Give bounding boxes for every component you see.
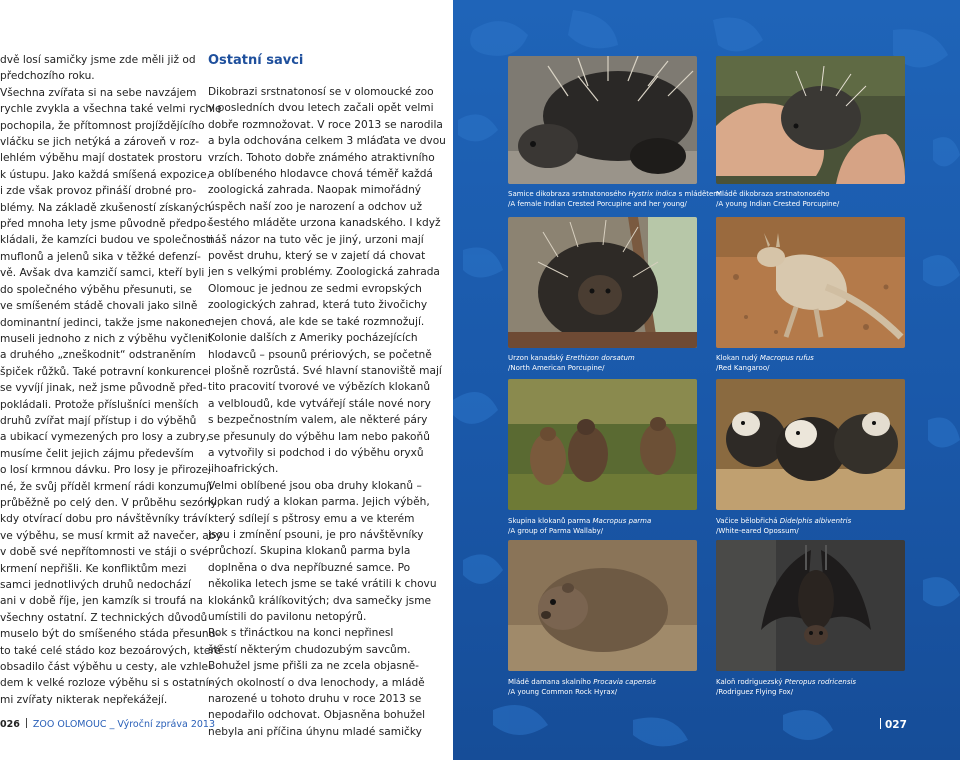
text-line: nebyla ani příčina úhynu mladé samičky xyxy=(208,725,422,738)
footer-divider xyxy=(26,718,27,728)
text-line: ných okolností o dva lenochody, a mládě xyxy=(208,676,425,689)
text-line: museli jednoho z nich z výběhu vyčlenit xyxy=(0,332,212,345)
photo-opossum xyxy=(716,379,905,510)
text-line: Kolonie dalších z Ameriky pocházejících xyxy=(208,332,418,345)
text-line: s bezpečnostním valem, ale některé páry xyxy=(208,414,428,427)
text-line: a druhého „zneškodnit“ odstraněním xyxy=(0,349,196,362)
caption-urzon: Urzon kanadský Erethizon dorsatum /North American Porcupine/ xyxy=(508,354,635,372)
text-line: průběžně po celý den. V průběhu sezóny, xyxy=(0,496,221,509)
left-text-column xyxy=(0,52,222,708)
caption-porcupine-female: Samice dikobraza srstnatonosého Hystrix indica s mládětem /A female Indian Crested Porcupine and her young/ xyxy=(508,190,721,208)
text-line: všechny ostatní. Z technických důvodů xyxy=(0,611,208,624)
text-line: a oblíbeného hlodavce chová téměř každá xyxy=(208,168,433,181)
right-text-column xyxy=(208,52,446,740)
text-line: zoologická zahrada. Naopak mimořádný xyxy=(208,184,422,197)
text-line: k ústupu. Jako každá smíšená expozice, xyxy=(0,168,210,181)
text-line: umístili do pavilonu netopýrů. xyxy=(208,611,367,623)
text-line: vláčku se jich netýká a zároveň v roz- xyxy=(0,136,200,149)
text-line: dobře rozmnožovat. V roce 2013 se narodila xyxy=(208,118,443,131)
text-line: muselo být do smíšeného stáda přesunu- xyxy=(0,628,220,641)
text-line: průchozí. Skupina klokanů parma byla xyxy=(208,545,411,558)
text-line: jihoafrických. xyxy=(208,463,279,476)
text-line: úspěch naší zoo je narození a odchov už xyxy=(208,200,423,213)
caption-red-kangaroo: Klokan rudý Macropus rufus /Red Kangaroo/ xyxy=(716,354,814,372)
text-line: špiček růžků. Také potravní konkurence xyxy=(0,365,209,378)
text-line: Bohužel jsme přišli za ne zcela objasně- xyxy=(208,660,419,673)
caption-porcupine-young: Mládě dikobraza srstnatonosého /A young Indian Crested Porcupine/ xyxy=(716,190,840,208)
text-line: zoologických zahrad, která tuto živočichy xyxy=(208,299,428,312)
text-line: náš názor na tuto věc je jiný, urzoni mají xyxy=(208,233,424,246)
text-line: obsadilo část výběhu u cesty, ale vzhle- xyxy=(0,661,212,674)
text-line: doplněna o dva nepříbuzné samce. Po xyxy=(208,561,411,574)
photo-parma-wallaby xyxy=(508,379,697,510)
text-line: kládali, že kamzíci budou ve společnosti xyxy=(0,234,213,247)
text-line: i zde však provoz přináší drobné pro- xyxy=(0,185,197,198)
text-line: vě. Avšak dva kamzičí samci, kteří byli xyxy=(0,267,205,280)
photo-flying-fox xyxy=(716,540,905,671)
left-page-number: 026 xyxy=(0,719,20,730)
publication-label: ZOO OLOMOUC _ Výroční zpráva 2013 xyxy=(32,719,216,730)
text-line: dem k velké rozloze výběhu si s ostatní- xyxy=(0,677,213,690)
caption-rock-hyrax: Mládě damana skalního Procavia capensis /A young Common Rock Hyrax/ xyxy=(508,678,656,696)
text-line: tito pracovití tvorové ve výbězích klokanů xyxy=(208,381,431,394)
photo-porcupine-young xyxy=(716,56,905,184)
text-line: štěstí některým chudozubým savcům. xyxy=(208,643,411,656)
photo-rock-hyrax xyxy=(508,540,697,671)
text-line: to také celé stádo koz bezoárových, které xyxy=(0,644,222,657)
text-line: pokládali. Protože příslušníci menších xyxy=(0,398,199,411)
text-line: rychle zvykla a všechna také velmi rychle xyxy=(0,103,222,116)
text-line: samci jednotlivých druhů nedochází xyxy=(0,579,191,591)
section-body xyxy=(208,84,446,740)
text-line: jsou i zmínění psouni, je pro návštěvníky xyxy=(208,528,424,541)
footer-divider xyxy=(880,718,881,729)
text-line: muflonů a jelenů sika v těžké defenzí- xyxy=(0,250,201,263)
text-line: mi zvířaty nikterak nepřekážejí. xyxy=(0,693,168,706)
text-line: a ubikací vymezených pro losy a zubry, xyxy=(0,431,210,444)
text-line: nepodařilo odchovat. Objasněna bohužel xyxy=(208,709,426,722)
text-line: se přesunuly do výběhu lam nebo pakoňů xyxy=(208,430,430,443)
left-page-footer xyxy=(0,718,215,730)
text-line: ani v době říje, jen kamzík si troufá na xyxy=(0,595,203,608)
text-line: ve smíšeném stádě chovali jako silně xyxy=(0,300,198,313)
text-line: který sdílejí s pštrosy emu a ve kterém xyxy=(208,512,415,525)
text-line: druhů zvířat mají přístup i do výběhů xyxy=(0,414,197,427)
text-line: lehlém výběhu mají dostatek prostoru xyxy=(0,152,203,165)
photo-urzon xyxy=(508,217,697,348)
text-line: se vyvíjí jinak, než jsme původně před- xyxy=(0,382,207,395)
text-line: krmení nepřišli. Ke konfliktům mezi xyxy=(0,562,187,575)
right-page-footer xyxy=(880,718,907,731)
text-line: né, že svůj příděl krmení rádi konzumují xyxy=(0,480,212,493)
text-line: nejen chová, ale kde se také rozmnožují. xyxy=(208,315,425,328)
text-line: Rok s třináctkou na konci nepřinesl xyxy=(208,627,394,640)
text-line: pochopila, že přítomnost projíždějícího xyxy=(0,119,205,132)
text-line: klokan rudý a klokan parma. Jejich výběh, xyxy=(208,496,430,509)
text-line: v posledních dvou letech začali opět velmi xyxy=(208,102,434,115)
text-line: jen s velkými problémy. Zoologická zahrada xyxy=(208,266,440,279)
text-line: dvě losí samičky jsme zde měli již od xyxy=(0,54,196,66)
text-line: před mnoha lety jsme původně předpo- xyxy=(0,218,211,231)
text-line: klokánků králíkovitých; dva samečky jsme xyxy=(208,594,432,607)
text-line: Olomouc je jednou ze sedmi evropských xyxy=(208,282,422,295)
right-page-number: 027 xyxy=(885,719,907,731)
section-heading: Ostatní savci xyxy=(208,53,304,68)
text-line: narozené u tohoto druhu v roce 2013 se xyxy=(208,693,422,706)
text-line: pověst druhu, který se v zajetí dá chovat xyxy=(208,250,426,263)
text-line: o losí krmnou dávku. Pro losy je přiroze- xyxy=(0,464,212,477)
text-line: Všechna zvířata si na sebe navzájem xyxy=(0,86,197,99)
text-line: ve výběhu, se musí krmit až navečer, aby xyxy=(0,529,222,542)
text-line: Dikobrazi srstnatonosí se v olomoucké zoo xyxy=(208,86,434,98)
caption-flying-fox: Kaloň rodriguezský Pteropus rodricensis /Rodriguez Flying Fox/ xyxy=(716,678,857,696)
text-line: musíme čelit jejich zájmu především xyxy=(0,447,194,460)
text-line: blémy. Na základě zkušeností získaných xyxy=(0,201,212,214)
caption-parma-wallaby: Skupina klokanů parma Macropus parma /A group of Parma Wallaby/ xyxy=(508,517,652,535)
photo-porcupine-female xyxy=(508,56,697,184)
text-line: hlodavců – psounů prériových, se početně xyxy=(208,348,432,361)
text-line: šestého mláděte urzona kanadského. I když xyxy=(208,217,441,230)
text-line: v době své nepřítomnosti ve stáji o své xyxy=(0,546,209,559)
text-line: několika letech jsme se také vrátili k chovu xyxy=(208,578,437,591)
text-line: dominantní jedinci, takže jsme nakonec xyxy=(0,316,211,329)
text-line: Velmi oblíbené jsou oba druhy klokanů – xyxy=(208,479,422,492)
text-line: i plošně rozrůstá. Své hlavní stanoviště mají xyxy=(208,364,442,377)
text-line: kdy otvírací dobu pro návštěvníky tráví xyxy=(0,513,208,526)
text-line: do společného výběhu přesunuti, se xyxy=(0,283,192,296)
caption-opossum: Vačice bělobřichá Didelphis albiventris /White-eared Opossum/ xyxy=(716,517,852,535)
text-line: vrzích. Tohoto dobře známého atraktivního xyxy=(208,151,435,164)
photo-red-kangaroo xyxy=(716,217,905,348)
text-line: a vytvořily si podchod i do výběhu oryxů xyxy=(208,446,424,459)
text-line: a byla odchována celkem 3 mláďata ve dvou xyxy=(208,135,446,148)
text-line: předchozího roku. xyxy=(0,70,95,83)
text-line: a velbloudů, kde vytvářejí stále nové nory xyxy=(208,397,431,410)
